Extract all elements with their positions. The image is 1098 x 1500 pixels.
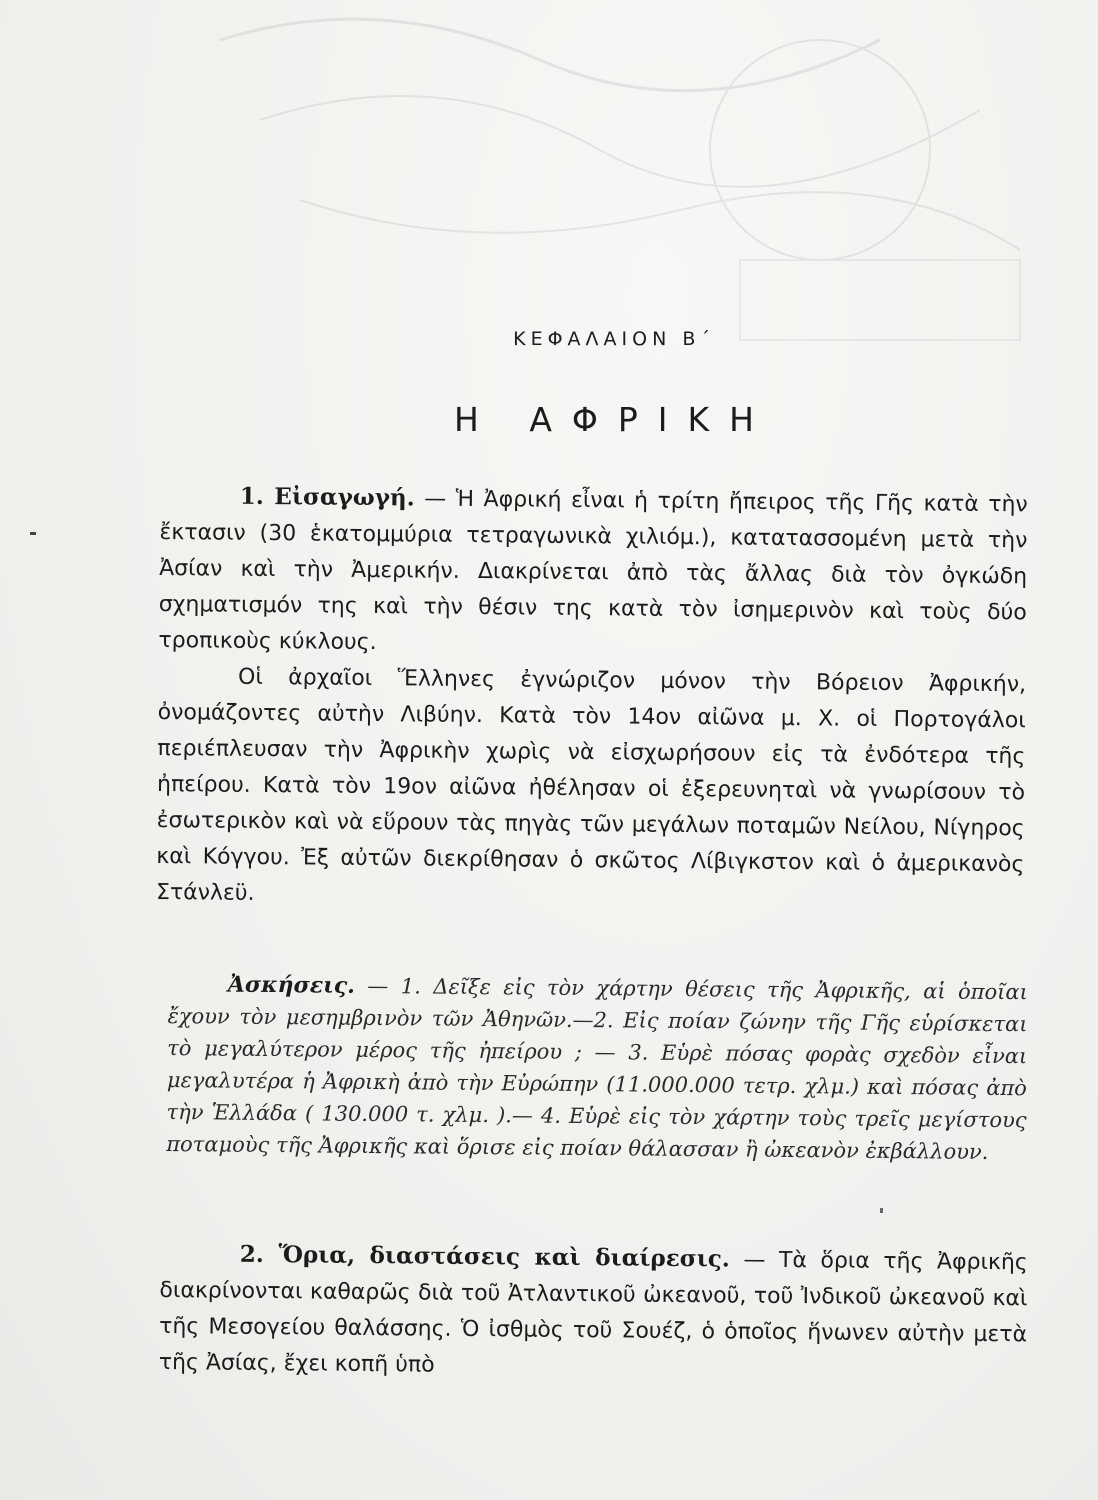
ink-speck	[880, 1208, 883, 1213]
bleed-through-illustration	[180, 0, 1040, 360]
paragraph-text: Τὰ ὅρια τῆς Ἀφρικῆς διακρίνονται καθαρῶς διὰ τοῦ Ἀτλαντικοῦ ὠκεανοῦ, τοῦ Ἰνδικοῦ ὠκεανοῦ καὶ τῆς Μεσογείου θαλάσσης. Ὁ ἰσθμὸς τοῦ Σουέζ, ὁ ὁποῖος ἥνωνεν αὐτὴν μετὰ τῆς Ἀσίας, ἔχει κοπῆ ὑπὸ	[158, 1247, 1028, 1378]
section-introduction	[156, 478, 1028, 919]
intro-paragraph-1	[158, 478, 1028, 667]
paragraph-text: Ἡ Ἀφρική εἶναι ἡ τρίτη ἤπειρος τῆς Γῆς κατὰ τὴν ἔκτασιν (30 ἑκατομμύρια τετραγωνικὰ χιλιόμ.), κατατασσομένη μετὰ τὴν Ἀσίαν καὶ τὴν Ἀμερικήν. Διακρίνεται ἀπὸ τὰς ἄλλας διὰ τὸν ὀγκώδη σχηματισμόν της καὶ τὴν θέσιν της κατὰ τὸν ἰσημερινὸν καὶ τοὺς δύο τροπικοὺς κύκλους.	[158, 486, 1028, 656]
exercises-dash: —	[354, 973, 401, 999]
chapter-label: ΚΕΦΑΛΑΙΟΝ Β΄	[513, 328, 715, 350]
intro-paragraph-2: Οἱ ἀρχαῖοι Ἕλληνες ἐγνώριζον μόνον τὴν Βόρειον Ἀφρικήν, ὀνομάζοντες αὐτὴν Λιβύην. Κατὰ τὸν 14ον αἰῶνα μ. Χ. οἱ Πορτογάλοι περιέπλευσαν τὴν Ἀφρικὴν χωρὶς νὰ εἰσχωρήσουν εἰς τὰ ἐνδότερα τῆς ἠπείρου. Κατὰ τὸν 19ον αἰῶνα ἠθέλησαν οἱ ἐξερευνηταὶ νὰ γνωρίσουν τὸ ἐσωτερικὸν καὶ νὰ εὕρουν τὰς πηγὰς τῶν μεγάλων ποταμῶν Νείλου, Νίγηρος καὶ Κόγγου. Ἐξ αὐτῶν διεκρίθησαν ὁ σκῶτος Λίβιγκστον καὶ ὁ ἀμερικανὸς Στάνλεϋ.	[155, 664, 1027, 906]
section-borders	[159, 1236, 1028, 1389]
exercises-block	[166, 968, 1028, 1168]
section-heading: 1. Εἰσαγωγή.	[239, 482, 415, 512]
exercises-heading: Ἀσκήσεις.	[227, 971, 356, 999]
page-title: Η ΑΦΡΙΚΗ	[454, 400, 774, 439]
heading-dash: —	[414, 486, 456, 512]
heading-dash: —	[729, 1247, 780, 1273]
section-heading: 2. Ὅρια, διαστάσεις καὶ διαίρεσις.	[239, 1240, 730, 1273]
exercises-text: 1. Δεῖξε εἰς τὸν χάρτην θέσεις τῆς Ἀφρικῆς, αἱ ὁποῖαι ἔχουν τὸν μεσημβρινὸν τῶν Ἀθηνῶν.—2. Εἰς ποίαν ζώνην τῆς Γῆς εὑρίσκεται τὸ μεγαλύτερον μέρος τῆς ἠπείρου ; — 3. Εὑρὲ πόσας φορὰς σχεδὸν εἶναι μεγαλυτέρα ἡ Ἀφρικὴ ἀπὸ τὴν Εὐρώπην (11.000.000 τετρ. χλμ.) καὶ πόσας ἀπὸ τὴν Ἑλλάδα ( 130.000 τ. χλμ. ).— 4. Εὑρὲ εἰς τὸν χάρτην τοὺς τρεῖς μεγίστους ποταμοὺς τῆς Ἀφρικῆς καὶ ὅρισε εἰς ποίαν θάλασσαν ἢ ὠκεανὸν ἐκβάλλουν.	[166, 974, 1028, 1164]
margin-mark	[30, 532, 36, 535]
borders-paragraph-1	[159, 1236, 1028, 1389]
